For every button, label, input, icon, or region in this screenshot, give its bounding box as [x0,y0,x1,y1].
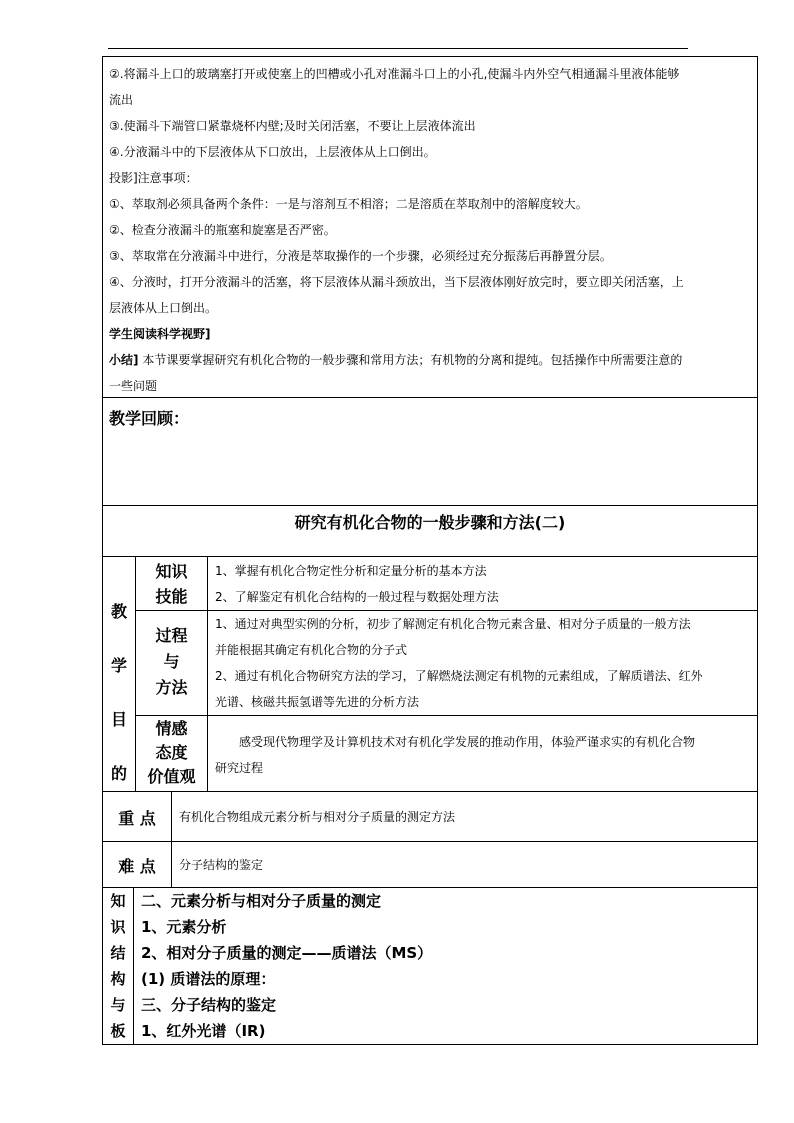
text-line: ①、萃取剂必须具备两个条件：一是与溶剂互不相溶；二是溶质在萃取剂中的溶解度较大。 [109,197,588,211]
summary-label: 小结] [109,353,139,367]
label-line: 知识 [155,562,188,581]
board-line: 1、元素分析 [141,918,227,936]
lesson-title: 研究有机化合物的一般步骤和方法(二) [294,513,566,532]
side-char: 目 [110,710,127,729]
key-point-text: 有机化合物组成元素分析与相对分子质量的测定方法 [179,810,456,824]
text-line: 投影]注意事项： [109,171,198,185]
header-rule [108,48,688,49]
difficulty-text: 分子结构的鉴定 [179,858,264,872]
reading-label: 学生阅读科学视野] [109,327,211,341]
side-char: 识 [110,918,126,936]
emotion-line: 感受现代物理学及计算机技术对有机化学发展的推动作用，体验严谨求实的有机化合物 [239,735,696,749]
text-line: ④.分液漏斗中的下层液体从下口放出，上层液体从上口倒出。 [109,145,436,159]
key-point-label: 重 点 [118,809,156,828]
side-char: 板 [110,1022,126,1040]
objectives-table [102,556,758,792]
board-section [102,887,758,1045]
divider [135,715,757,716]
process-line: 2、通过有机化合物研究方法的学习，了解燃烧法测定有机物的元素组成，了解质谱法、红外 [215,669,703,683]
side-char: 知 [110,892,126,910]
board-line: 二、元素分析与相对分子质量的测定 [141,892,382,910]
key-point-row [102,791,758,842]
process-line: 并能根据其确定有机化合物的分子式 [215,643,408,657]
board-side-label [103,888,133,1044]
emotion-label [136,717,207,789]
process-line: 光谱、核磁共振氢谱等先进的分析方法 [215,695,420,709]
label-line: 情感 [155,719,188,738]
emotion-line: 研究过程 [215,761,264,775]
knowledge-line: 1、掌握有机化合物定性分析和定量分析的基本方法 [215,564,487,578]
board-line: (1) 质谱法的原理： [141,970,276,988]
label-line: 方法 [155,678,188,697]
board-line: 1、红外光谱（IR) [141,1022,266,1040]
review-label: 教学回顾： [109,409,190,428]
label-line: 态度 [155,743,188,762]
side-char: 构 [110,970,126,988]
label-line: 过程 [155,626,188,645]
process-label [136,623,207,701]
review-cell [102,397,758,506]
side-char: 与 [110,996,126,1014]
label-line: 与 [163,652,180,671]
label-line: 价值观 [147,767,196,786]
objectives-side-label [103,585,135,801]
summary-text: 本节课要掌握研究有机化合物的一般步骤和常用方法；有机物的分离和提纯。包括操作中所需要注意的 [142,353,683,367]
side-char: 教 [110,602,127,621]
board-line: 三、分子结构的鉴定 [141,996,277,1014]
process-line: 1、通过对典型实例的分析，初步了解测定有机化合物元素含量、相对分子质量的一般方法 [215,617,691,631]
side-char: 的 [110,764,127,783]
summary-line [109,347,682,373]
text-line: ③.使漏斗下端管口紧靠烧杯内壁;及时关闭活塞，不要让上层液体流出 [109,119,476,133]
text-line: ③、萃取常在分液漏斗中进行，分液是萃取操作的一个步骤，必须经过充分振荡后再静置分层。 [109,249,612,263]
text-line: ②.将漏斗上口的玻璃塞打开或使塞上的凹槽或小孔对准漏斗口上的小孔,使漏斗内外空气相通漏斗里液体能够 [109,67,680,81]
text-line: 流出 [109,93,134,107]
difficulty-row [102,841,758,888]
divider [133,888,134,1044]
lesson-title-cell [102,505,758,557]
side-char: 学 [110,656,127,675]
text-line: 一些问题 [109,379,158,393]
text-line: ②、检查分液漏斗的瓶塞和旋塞是否严密。 [109,223,336,237]
procedure-notes-cell [102,56,758,398]
divider [171,792,172,841]
divider [171,842,172,887]
difficulty-label: 难 点 [118,857,156,876]
side-char: 结 [110,944,126,962]
knowledge-line: 2、了解鉴定有机化合结构的一般过程与数据处理方法 [215,590,499,604]
knowledge-label [136,559,207,609]
text-line: 层液体从上口倒出。 [109,301,218,315]
divider [207,557,208,791]
text-line: ④、分液时，打开分液漏斗的活塞，将下层液体从漏斗颈放出，当下层液体刚好放完时，要立即关闭活塞，上 [109,275,684,289]
board-line: 2、相对分子质量的测定——质谱法（MS） [141,944,433,962]
label-line: 技能 [155,587,188,606]
